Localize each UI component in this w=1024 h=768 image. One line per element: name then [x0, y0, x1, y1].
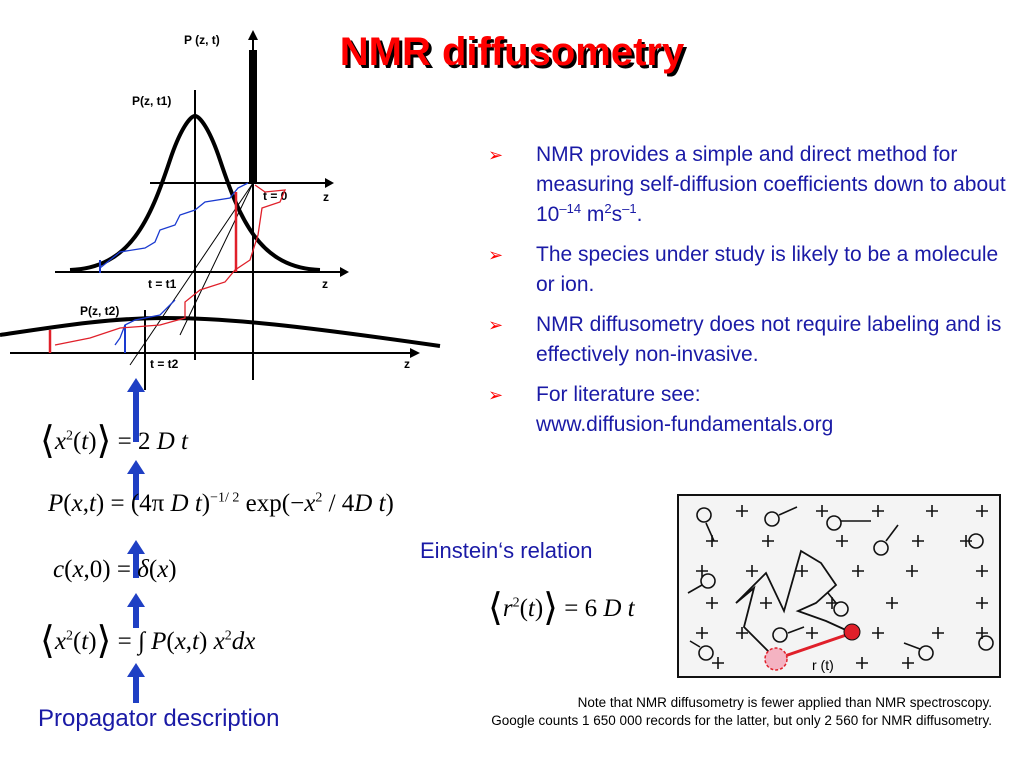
literature-link[interactable]: www.diffusion-fundamentals.org — [536, 413, 834, 436]
footnote-line-1: Note that NMR diffusometry is fewer applied than NMR spectroscopy. — [577, 695, 992, 710]
label-p1: P(z, t1) — [132, 94, 172, 108]
delta-pulse — [249, 50, 257, 184]
time-line-right — [180, 183, 253, 335]
bullet-arrow-icon: ➢ — [488, 315, 504, 335]
bullet-item: ➢ For literature see: www.diffusion-fundamentals.org — [486, 380, 1006, 440]
equation-msd-1d: $⟨x^2(t)⟩ = 2$ D t — [40, 420, 188, 462]
end-position — [844, 624, 860, 640]
bullet-list — [486, 140, 1006, 450]
start-position — [765, 648, 787, 670]
footnote-line-2: Google counts 1 650 000 records for the latter, but only 2 560 for NMR diffusometry. — [491, 713, 992, 728]
gaussian-t2 — [0, 318, 440, 346]
slide-title: NMR diffusometry — [339, 30, 685, 74]
axis-t1-z-label: z — [322, 277, 328, 291]
propagator-description-label: Propagator description — [38, 705, 280, 732]
displacement-label: r (t) — [812, 657, 834, 673]
axis-t0-arrow — [325, 178, 334, 188]
equation-msd-integral: $⟨x^2(t)⟩$ = ∫ P(x,t) $x^2dx$ — [40, 620, 256, 662]
random-walk-illustration — [676, 493, 1006, 683]
footnote — [491, 694, 992, 730]
bullet-arrow-icon: ➢ — [488, 245, 504, 265]
axis-p0-arrow — [248, 30, 258, 40]
time-line-left — [130, 183, 253, 365]
equation-einstein: $⟨r^2(t)⟩ = 6$ D t — [488, 587, 635, 629]
bullet-item: ➢ The species under study is likely to be a molecule or ion. — [486, 240, 1006, 300]
bullet-arrow-icon: ➢ — [488, 145, 504, 165]
axis-t2-z-label: z — [404, 357, 410, 371]
label-t1: t = t1 — [148, 277, 177, 291]
label-t2: t = t2 — [150, 357, 179, 371]
equation-initial-condition: c(x,0) = δ(x) — [53, 556, 177, 583]
arrow-up-5 — [127, 663, 145, 703]
bullet-item: ➢ NMR diffusometry does not require labeling and is effectively non-invasive. — [486, 310, 1006, 370]
axis-t0-z-label: z — [323, 190, 329, 204]
label-t0: t = 0 — [263, 189, 288, 203]
propagator-diagram — [0, 20, 460, 410]
bullet-arrow-icon: ➢ — [488, 385, 504, 405]
illustration-frame — [678, 495, 1000, 677]
bullet-item: ➢ NMR provides a simple and direct method for measuring self-diffusion coefficients down to about $10^{-14}$ $m^2s^{-1}$. — [486, 140, 1006, 230]
equation-propagator: P(x,t) = (4π D t)$^{-1/ 2}$ $\exp(-x^2 / 4D$ t) — [48, 490, 394, 517]
einstein-relation-label: Einstein‘s relation — [420, 538, 593, 563]
axis-t1-arrow — [340, 267, 349, 277]
label-p2: P(z, t2) — [80, 304, 120, 318]
label-p0: P (z, t) — [184, 33, 220, 47]
blue-random-walk — [100, 183, 248, 268]
axis-t2-arrow — [410, 348, 420, 358]
